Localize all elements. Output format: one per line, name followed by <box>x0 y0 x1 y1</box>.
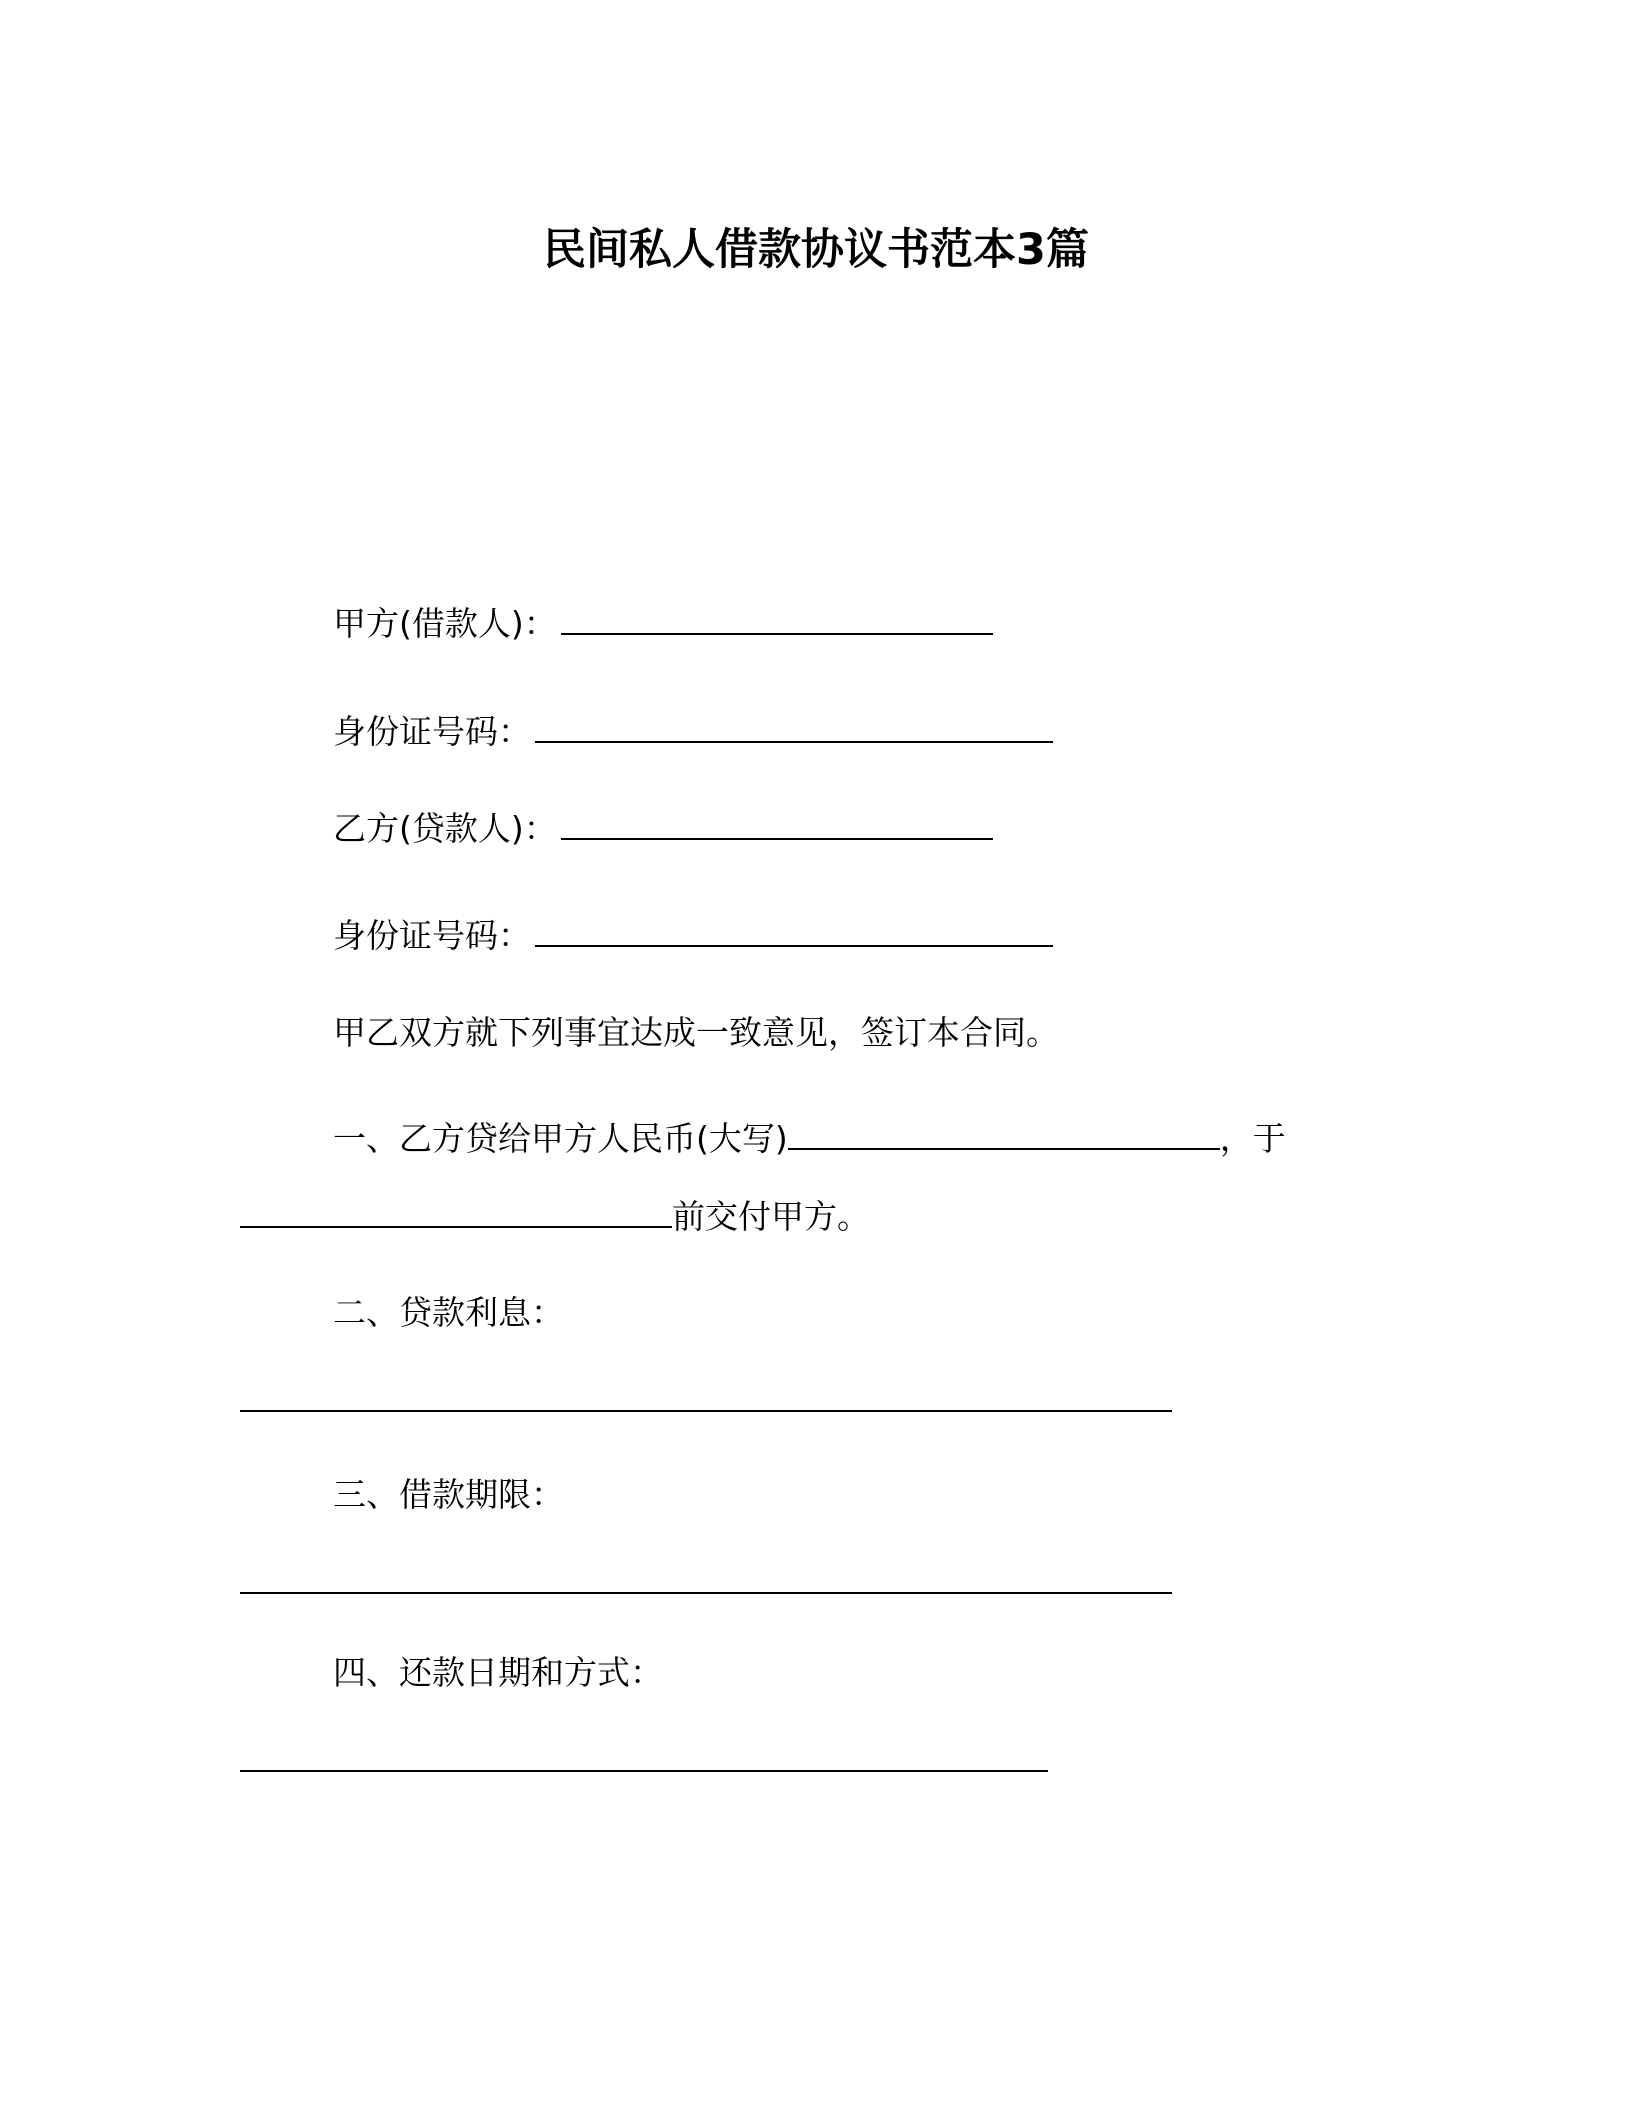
interest-blank[interactable] <box>240 1410 1172 1412</box>
loan-amount-blank[interactable] <box>788 1110 1220 1150</box>
clause-3-heading: 三、借款期限： <box>333 1475 564 1514</box>
document-title: 民间私人借款协议书范本3篇 <box>543 225 1089 275</box>
party-a-label: 甲方(借款人)： <box>333 604 557 643</box>
clause-4-heading: 四、还款日期和方式： <box>333 1653 663 1692</box>
party-b-label: 乙方(贷款人)： <box>333 809 557 848</box>
party-b-id-blank[interactable] <box>535 907 1053 947</box>
agreement-statement: 甲乙双方就下列事宜达成一致意见，签订本合同。 <box>333 1013 1059 1052</box>
party-a-id-label: 身份证号码： <box>333 712 531 751</box>
party-a-name-blank[interactable] <box>561 595 993 635</box>
repayment-blank[interactable] <box>240 1770 1048 1772</box>
party-b-id-line <box>333 907 1053 961</box>
party-b-name-blank[interactable] <box>561 800 993 840</box>
party-b-line <box>333 800 993 854</box>
clause-1-mid: ，于 <box>1219 1119 1286 1158</box>
loan-term-blank[interactable] <box>240 1592 1172 1594</box>
clause-2-heading: 二、贷款利息： <box>333 1293 564 1332</box>
clause-1-prefix: 一、乙方贷给甲方人民币(大写) <box>333 1119 788 1158</box>
clause-1-line-2 <box>240 1188 870 1242</box>
clause-1-line-1 <box>333 1110 1286 1164</box>
clause-1-suffix: 前交付甲方。 <box>672 1197 870 1236</box>
delivery-date-blank[interactable] <box>240 1188 672 1228</box>
party-a-id-line <box>333 703 1053 757</box>
party-a-line <box>333 595 993 649</box>
party-a-id-blank[interactable] <box>535 703 1053 743</box>
party-b-id-label: 身份证号码： <box>333 916 531 955</box>
